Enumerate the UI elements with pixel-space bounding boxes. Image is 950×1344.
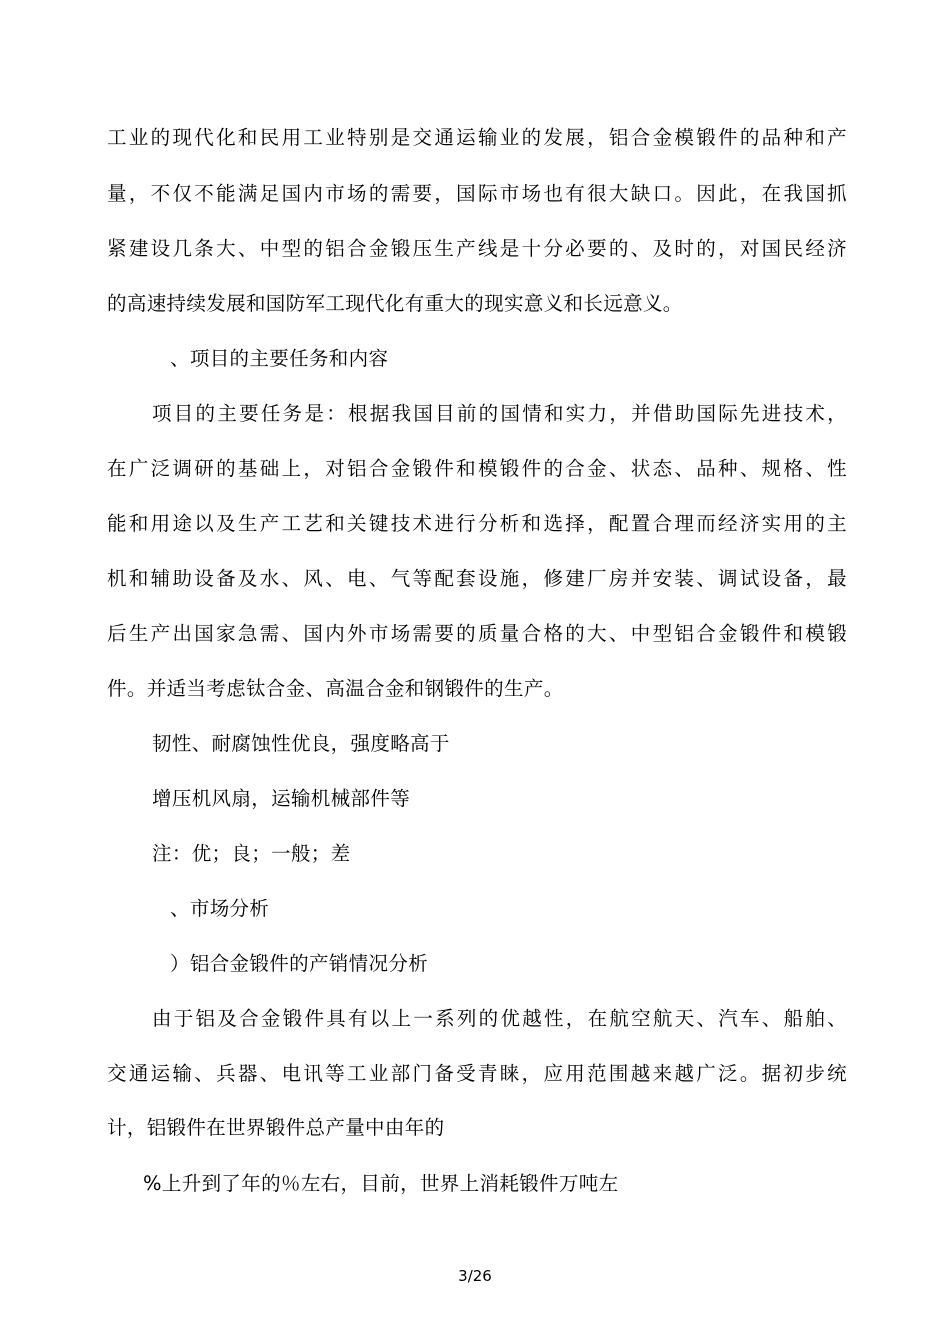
text-line-7: 在广泛调研的基础上，对铝合金锻件和模锻件的合金、状态、品种、规格、性 (107, 457, 847, 480)
text-line-12: 韧性、耐腐蚀性优良，强度略高于 (152, 732, 450, 755)
page-number: 3/26 (458, 1267, 492, 1285)
text-line-3: 紧建设几条大、中型的铝合金锻压生产线是十分必要的、及时的，对国民经济 (107, 237, 847, 260)
text-line-10: 后生产出国家急需、国内外市场需要的质量合格的大、中型铝合金锻件和模锻 (107, 622, 847, 645)
text-line-2: 量，不仅不能满足国内市场的需要，国际市场也有很大缺口。因此，在我国抓 (107, 182, 847, 205)
text-line-17: 由于铝及合金锻件具有以上一系列的优越性，在航空航天、汽车、船舶、 (152, 1007, 847, 1030)
text-line-18: 交通运输、兵器、电讯等工业部门备受青睐，应用范围越来越广泛。据初步统 (107, 1062, 847, 1085)
text-line-19: 计，铝锻件在世界锻件总产量中由年的 (107, 1116, 445, 1139)
section-heading-market-analysis: 、市场分析 (170, 897, 270, 920)
text-line-9: 机和辅助设备及水、风、电、气等配套设施，修建厂房并安装、调试设备，最 (107, 567, 847, 590)
text-line-8: 能和用途以及生产工艺和关键技术进行分析和选择，配置合理而经济实用的主 (107, 512, 847, 535)
text-line-4: 的高速持续发展和国防军工现代化有重大的现实意义和长远意义。 (107, 292, 683, 315)
text-line-20: %上升到了年的％左右，目前，世界上消耗锻件万吨左 (143, 1172, 619, 1195)
text-line-11: 件。并适当考虑钛合金、高温合金和钢锻件的生产。 (107, 677, 564, 700)
subsection-heading-sales-analysis: ）铝合金锻件的产销情况分析 (170, 952, 429, 975)
text-line-1: 工业的现代化和民用工业特别是交通运输业的发展，铝合金模锻件的品种和产 (107, 126, 847, 149)
section-heading-project-tasks: 、项目的主要任务和内容 (170, 347, 389, 370)
text-line-13: 增压机风扇，运输机械部件等 (152, 787, 411, 810)
note-line: 注：优；良；一般；差 (152, 842, 351, 865)
text-line-6: 项目的主要任务是：根据我国目前的国情和实力，并借助国际先进技术， (152, 402, 847, 425)
